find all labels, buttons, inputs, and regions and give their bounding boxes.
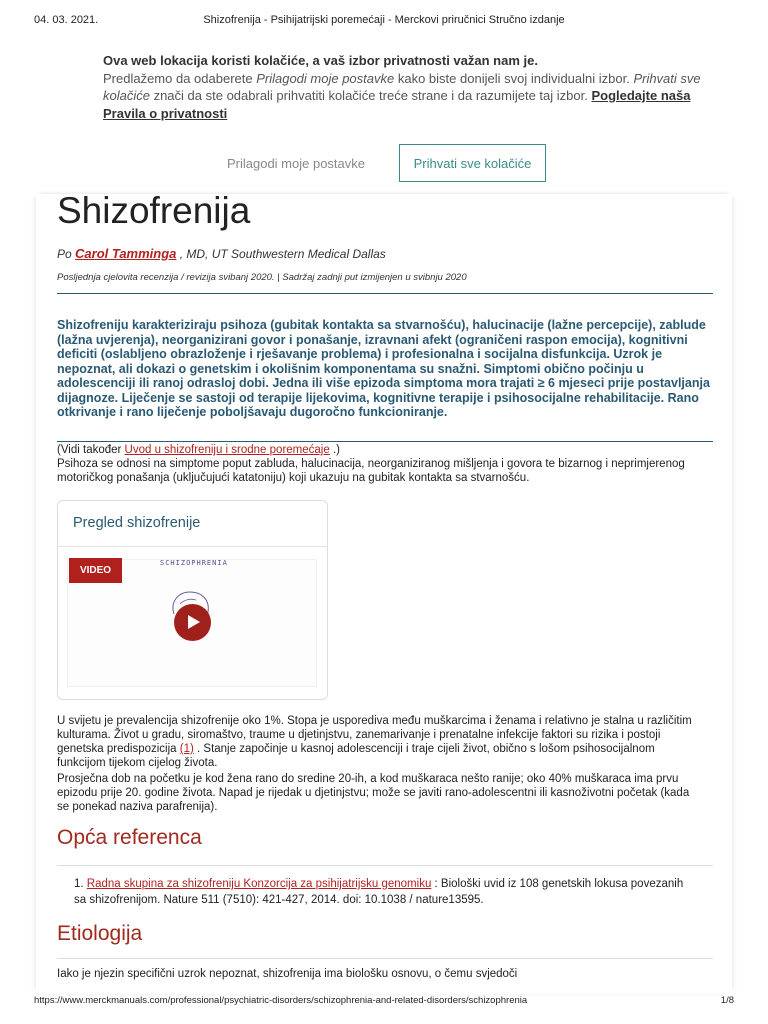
psychosis-definition: Psihoza se odnosi na simptome poput zabluda, halucinacija, neorganiziranog mišljenja i govora te bizarnog i neprimjerenog motoričkog ponašanja (uključujući katatoniju) koji ukazuju na gubitak kontakta sa stvarnošću.	[57, 458, 685, 484]
prevalence-text-1: U svijetu je prevalencija shizofrenije oko 1%. Stopa je usporediva među muškarcima i ženama i relativno je stalna u različitim kulturama. Život u gradu, siromaštvo, traume u djetinjstvu, zanemarivanje i prenatalne infekcije faktori su rizika i postoji genetska predispozicija	[57, 715, 692, 755]
author-link[interactable]: Carol Tamminga	[75, 246, 177, 261]
print-url: https://www.merckmanuals.com/professional/psychiatric-disorders/schizophrenia-and-related-disorders/schizophrenia	[34, 995, 528, 1006]
prevalence-text-2: . Stanje započinje u kasnoj adolescenciji i traje cijeli život, obično s lošom psihosocijalnom funkcijom tijekom cijelog života.	[57, 743, 655, 769]
reference-heading: Opća referenca	[57, 826, 202, 849]
print-title: Shizofrenija - Psihijatrijski poremećaji - Merckovi priručnici Stručno izdanje	[203, 14, 565, 26]
divider	[57, 293, 713, 294]
divider	[57, 865, 713, 866]
cookie-text-3: znači da ste odabrali prihvatiti kolačiće treće strane i da razumijete taj izbor.	[149, 88, 592, 103]
cookie-text-1: Predlažemo da odaberete	[103, 70, 257, 86]
print-date: 04. 03. 2021.	[34, 14, 99, 26]
reference-link[interactable]: Radna skupina za shizofreniju Konzorcija za psihijatrijsku genomiku	[86, 878, 432, 890]
etiology-heading: Etiologija	[57, 922, 143, 945]
see-also-suffix: .)	[329, 444, 340, 456]
cookie-title: Ova web lokacija koristi kolačiće, a vaš izbor privatnosti važan nam je.	[103, 53, 538, 68]
divider	[57, 958, 713, 959]
cookie-banner	[103, 52, 703, 122]
cookie-text-customize: Prilagodi moje postavke	[256, 70, 395, 86]
see-also-link[interactable]: Uvod u shizofreniju i srodne poremećaje	[124, 444, 330, 456]
divider	[57, 441, 713, 442]
etiology-paragraph: Iako je njezin specifični uzrok nepoznat, shizofrenija ima biološku osnovu, o čemu svjedoči	[57, 968, 518, 980]
video-badge: VIDEO	[69, 558, 122, 583]
reference-item	[74, 876, 684, 908]
summary: Shizofreniju karakteriziraju psihoza (gubitak kontakta sa stvarnošću), halucinacije (lažne percepcije), zablude (lažna uvjerenja), neorganizirani govor i ponašanje, izravnani afekt (ograničeni raspon emocija), kognitivni deficiti (oslabljeno obrazloženje i rješavanje problema) i profesionalna i socijalna disfunkcija. Uzrok je nepoznat, ali dokazi o genetskim i okolišnim komponentama su snažni. Simptomi obično počinju u adolescenciji ili ranoj odrasloj dobi. Jedna ili više epizoda simptoma mora trajati ≥ 6 mjeseci prije postavljanja dijagnoze. Liječenje se sastoji od terapije lijekovima, kognitivne terapije i psihosocijalne rehabilitacije. Rano otkrivanje i rano liječenje poboljšavaju dugoročno funkcioniranje.	[57, 318, 710, 419]
customize-settings-button[interactable]: Prilagodi moje postavke	[210, 146, 382, 180]
privacy-policy-link[interactable]: Pogledajte naša Pravila o privatnosti	[103, 88, 691, 121]
video-thumbnail-text: SCHIZOPHRENIA	[160, 559, 228, 567]
byline-prefix: Po	[57, 247, 76, 261]
accept-all-cookies-button[interactable]: Prihvati sve kolačiće	[399, 144, 546, 182]
age-onset-paragraph: Prosječna dob na početku je kod žena rano do sredine 20-ih, a kod muškaraca nešto ranije; oko 40% muškaraca ima prvu epizodu prije 20. godine života. Napad je rijedak u djetinjstvu; može se javiti rano-adolescentni ili kasnoživotni početak (kada se ponekad naziva parafrenija).	[57, 773, 690, 813]
reference-number: 1.	[74, 878, 84, 890]
cookie-text-accept: Prihvati sve kolačiće	[103, 70, 701, 103]
see-also	[57, 443, 677, 457]
print-page-number: 1/8	[720, 995, 734, 1006]
page-title: Shizofrenija	[57, 190, 251, 231]
review-date: Posljednja cjelovita recenzija / revizija svibanj 2020. | Sadržaj zadnji put izmijenjen u svibnju 2020	[57, 272, 467, 283]
play-button[interactable]	[174, 604, 211, 641]
prevalence-paragraph	[57, 714, 697, 770]
reference-text: : Biološki uvid iz 108 genetskih lokusa povezanih sa shizofrenijom. Nature 511 (7510): 421-427, 2014. doi: 10.1038 / nature13595.	[74, 878, 684, 906]
video-divider	[58, 546, 327, 547]
cookie-text-2: kako biste donijeli svoj individualni izbor.	[394, 70, 634, 86]
see-also-prefix: (Vidi također	[57, 444, 125, 456]
author-affiliation: , MD, UT Southwestern Medical Dallas	[176, 247, 386, 261]
byline	[57, 246, 386, 261]
cookie-text	[103, 70, 703, 123]
reference-1-link[interactable]: (1)	[179, 743, 194, 755]
video-title[interactable]: Pregled shizofrenije	[73, 515, 201, 531]
